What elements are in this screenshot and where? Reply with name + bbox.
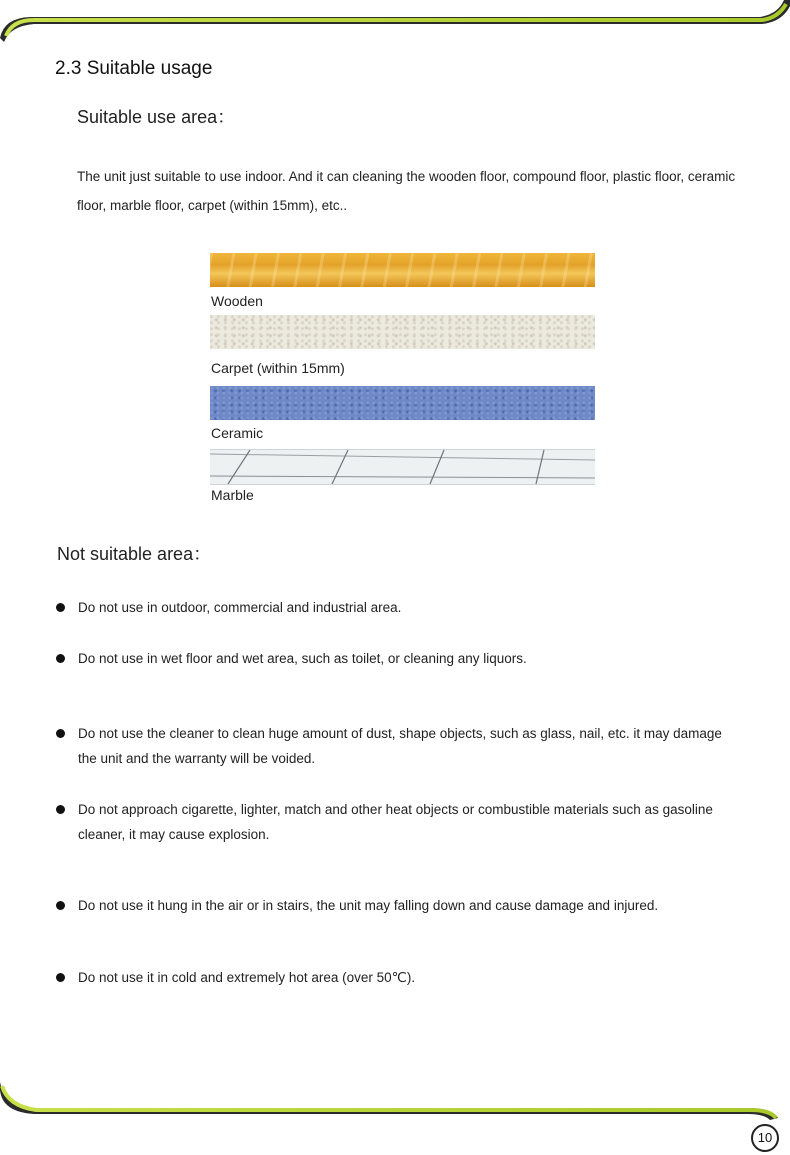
- list-item-text: Do not use it in cold and extremely hot area (over 50℃).: [78, 970, 416, 985]
- bullet-icon: [56, 654, 65, 663]
- bullet-icon: [56, 973, 65, 982]
- floor-label-marble: Marble: [211, 487, 254, 503]
- marble-texture-image: [210, 449, 595, 485]
- bullet-icon: [56, 901, 65, 910]
- page-number: 10: [751, 1124, 779, 1152]
- list-item: [56, 595, 738, 620]
- marble-tile-lines: [210, 450, 595, 484]
- carpet-texture-image: [210, 315, 595, 349]
- list-item: [56, 965, 738, 990]
- list-item-text: Do not approach cigarette, lighter, match and other heat objects or combustible materials such as gasoline cleaner, it may cause explosion.: [78, 802, 713, 842]
- wood-texture-image: [210, 253, 595, 287]
- list-item-text: Do not use the cleaner to clean huge amount of dust, shape objects, such as glass, nail, etc. it may damage the unit and the warranty will be voided.: [78, 726, 722, 766]
- list-item: [56, 721, 738, 771]
- section-title: 2.3 Suitable usage: [55, 58, 213, 79]
- not-suitable-heading: Not suitable area：: [57, 544, 212, 564]
- bullet-icon: [56, 805, 65, 814]
- list-item: [56, 797, 738, 847]
- list-item-text: Do not use it hung in the air or in stairs, the unit may falling down and cause damage and injured.: [78, 898, 659, 913]
- suitable-heading: Suitable use area：: [77, 107, 236, 127]
- floor-label-carpet: Carpet (within 15mm): [211, 360, 345, 376]
- list-item: [56, 893, 738, 918]
- list-item-text: Do not use in outdoor, commercial and industrial area.: [78, 600, 402, 615]
- floor-label-ceramic: Ceramic: [211, 425, 264, 441]
- suitable-intro: The unit just suitable to use indoor. And it can cleaning the wooden floor, compound floor, plastic floor, ceramic floor, marble floor, carpet (within 15mm), etc..: [77, 169, 736, 213]
- floor-label-wooden: Wooden: [211, 293, 263, 309]
- list-item: [56, 646, 738, 671]
- bullet-icon: [56, 603, 65, 612]
- ceramic-texture-image: [210, 386, 595, 420]
- list-item-text: Do not use in wet floor and wet area, such as toilet, or cleaning any liquors.: [78, 651, 527, 666]
- bullet-icon: [56, 729, 65, 738]
